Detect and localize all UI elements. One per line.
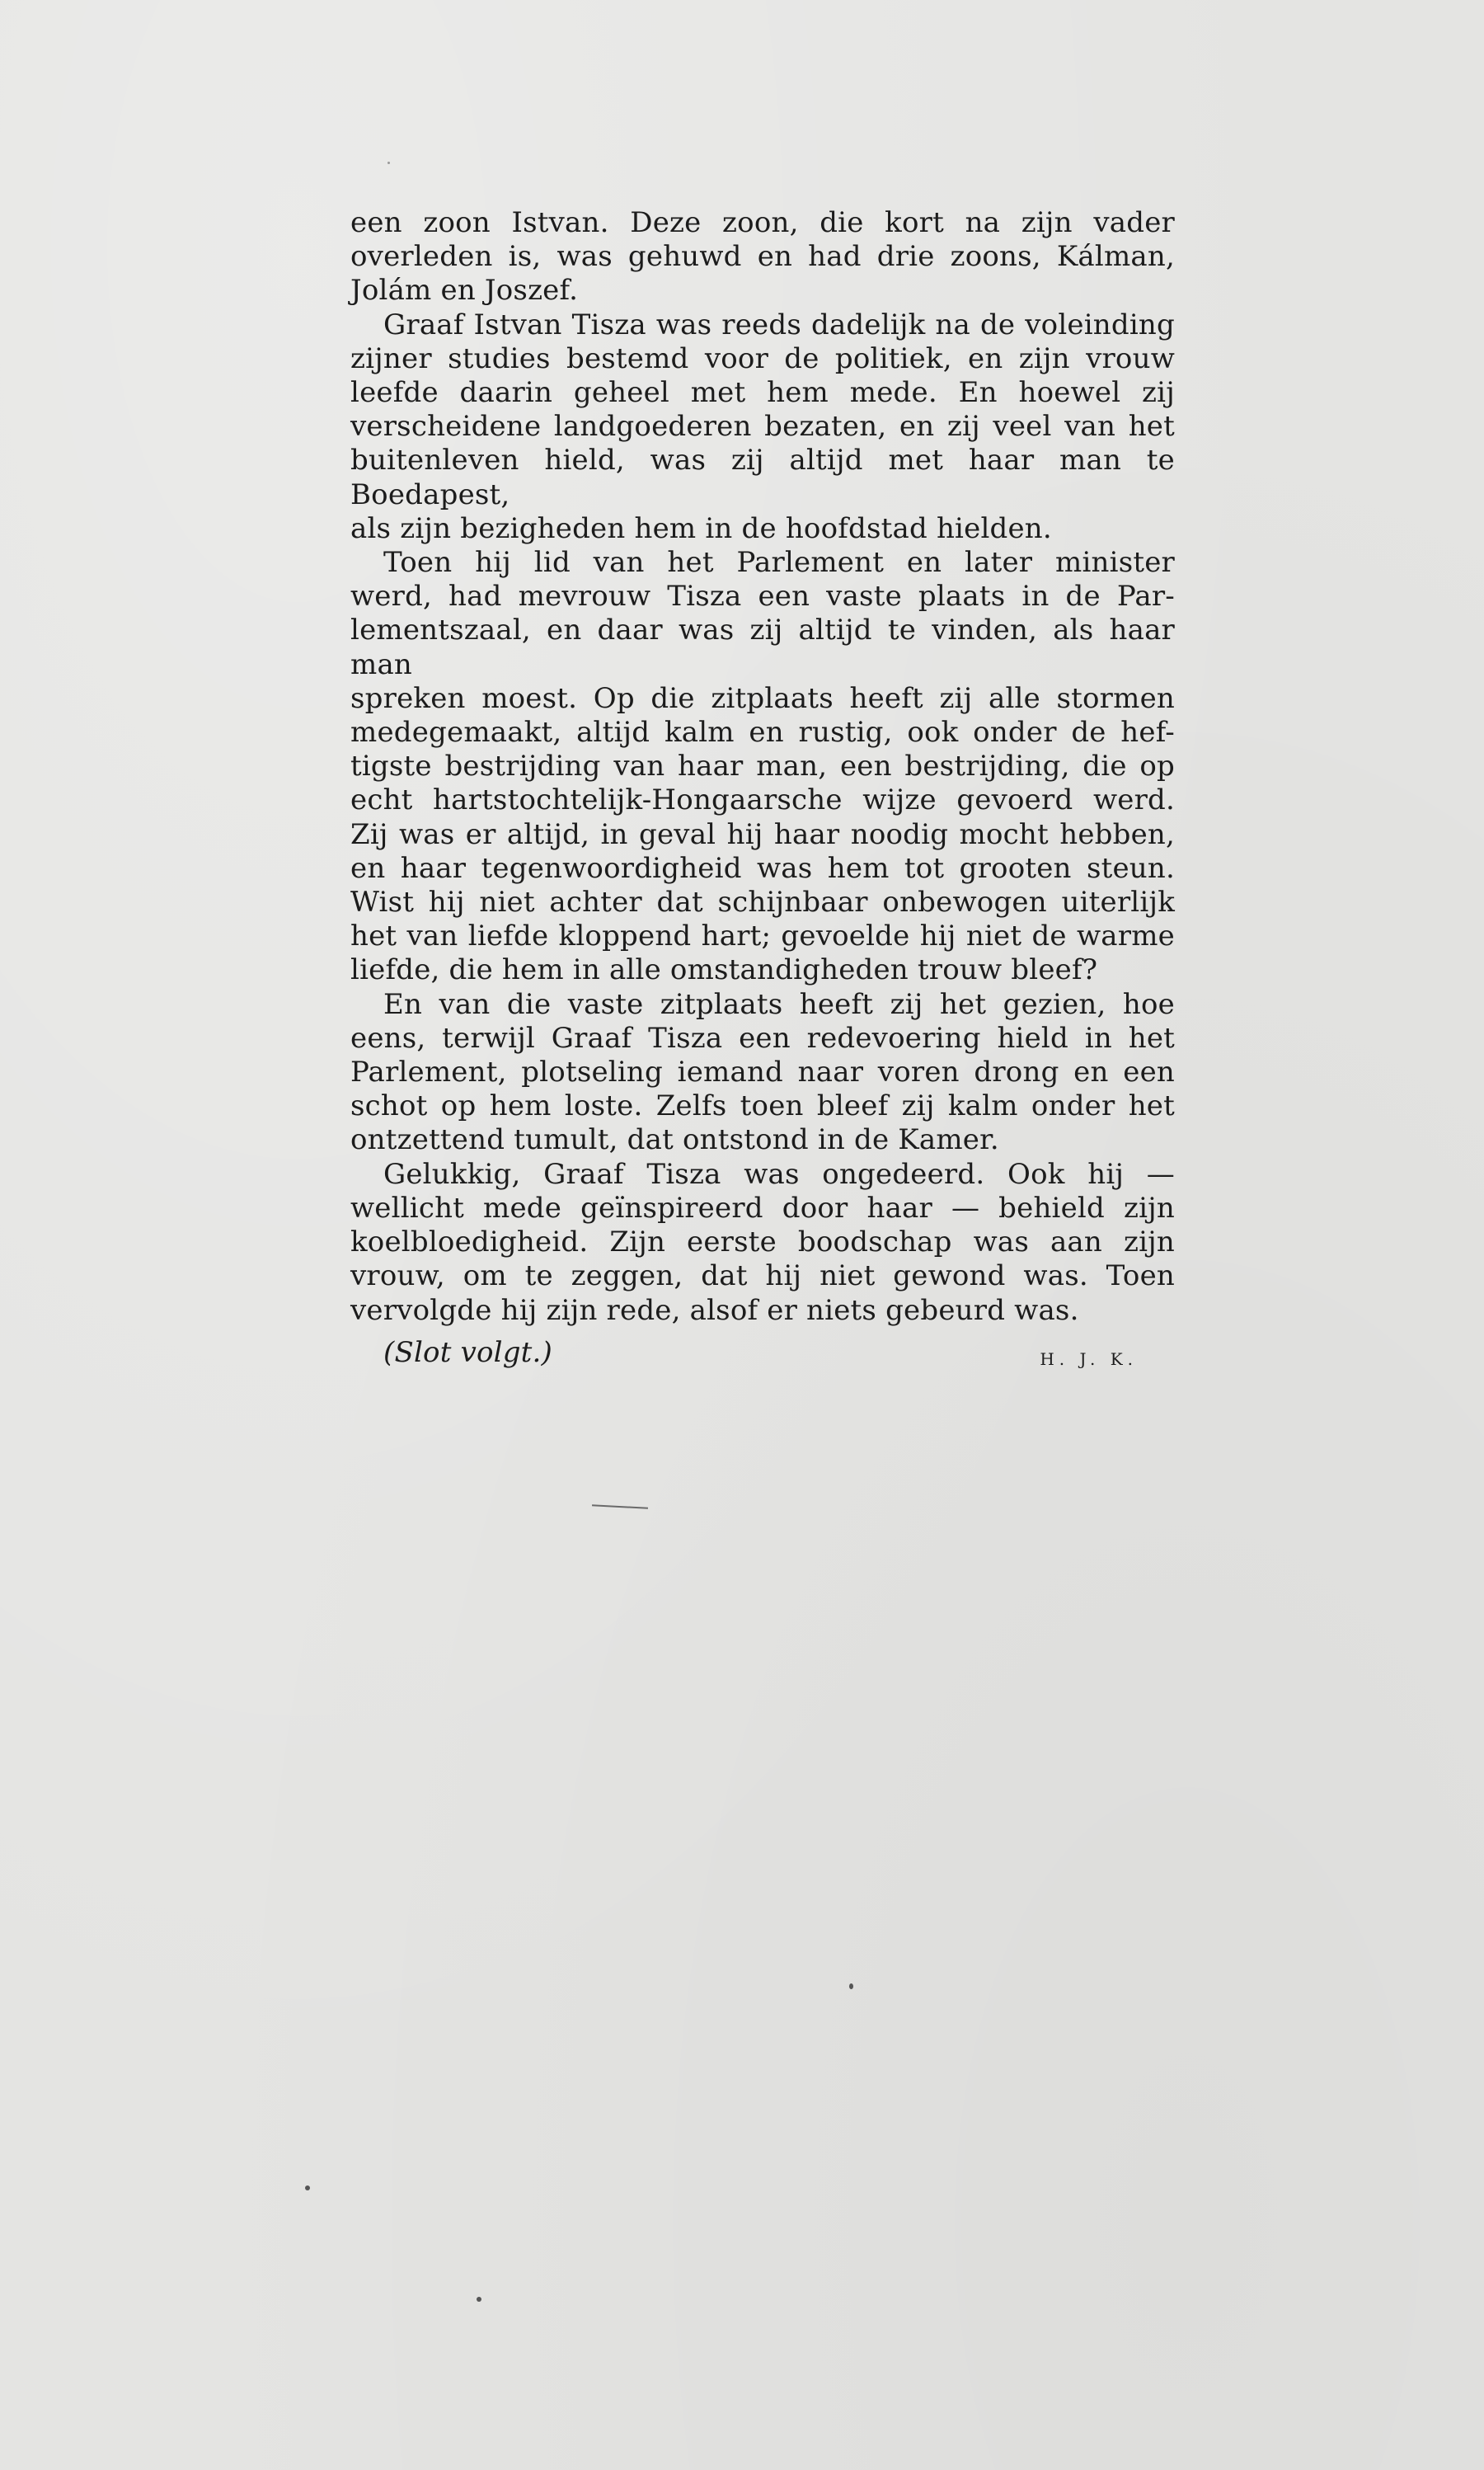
text-line: Zij was er altijd, in geval hij haar noodig mocht hebben, xyxy=(350,817,1175,851)
text-line: Toen hij lid van het Parlement en later minister xyxy=(383,546,1175,580)
text-line: leefde daarin geheel met hem mede. En hoewel zij xyxy=(350,376,1175,410)
text-line: en haar tegenwoordigheid was hem tot grooten steun. xyxy=(350,851,1175,885)
text-line: ontzettend tumult, dat ontstond in de Kamer. xyxy=(350,1123,999,1157)
paragraph-4 xyxy=(350,988,1175,1158)
text-line: zijner studies bestemd voor de politiek, en zijn vrouw xyxy=(350,341,1175,375)
text-line: Jolám en Joszef. xyxy=(350,274,579,308)
text-line: verscheidene landgoederen bezaten, en zij veel van het xyxy=(350,410,1175,444)
text-line: overleden is, was gehuwd en had drie zoons, Kálman, xyxy=(350,240,1175,274)
text-line: Wist hij niet achter dat schijnbaar onbewogen uiterlijk xyxy=(350,886,1175,920)
article-body xyxy=(350,206,1175,1372)
paragraph-1 xyxy=(350,206,1175,308)
dust-speck xyxy=(305,2185,310,2190)
text-line: spreken moest. Op die zitplaats heeft zij alle stormen xyxy=(350,681,1175,715)
signoff xyxy=(350,1336,1175,1372)
text-line: liefde, die hem in alle omstandigheden trouw bleef? xyxy=(350,953,1098,987)
text-line: een zoon Istvan. Deze zoon, die kort na zijn vader xyxy=(350,206,1175,239)
text-line: medegemaakt, altijd kalm en rustig, ook onder de hef- xyxy=(350,716,1175,750)
author-initials: H. J. K. xyxy=(1040,1348,1138,1369)
dust-speck xyxy=(849,1983,853,1989)
dust-speck xyxy=(477,2297,481,2302)
text-line: vervolgde hij zijn rede, alsof er niets gebeurd was. xyxy=(350,1293,1079,1327)
paragraph-2 xyxy=(350,308,1175,546)
text-line: eens, terwijl Graaf Tisza een redevoering hield in het xyxy=(350,1021,1175,1055)
text-line: Graaf Istvan Tisza was reeds dadelijk na de voleinding xyxy=(383,308,1175,341)
text-line: als zijn bezigheden hem in de hoofdstad hielden. xyxy=(350,511,1052,545)
text-line: vrouw, om te zeggen, dat hij niet gewond was. Toen xyxy=(350,1259,1175,1293)
text-line: buitenleven hield, was zij altijd met haar man te Boedapest, xyxy=(350,444,1175,511)
paragraph-3 xyxy=(350,546,1175,988)
text-line: En van die vaste zitplaats heeft zij het gezien, hoe xyxy=(383,987,1175,1021)
text-line: tigste bestrijding van haar man, een bestrijding, die op xyxy=(350,750,1175,783)
text-line: Parlement, plotseling iemand naar voren drong en een xyxy=(350,1056,1175,1089)
text-line: werd, had mevrouw Tisza een vaste plaats in de Par- xyxy=(350,580,1175,614)
text-line: wellicht mede geïnspireerd door haar — behield zijn xyxy=(350,1191,1175,1225)
text-line: echt hartstochtelijk-Hongaarsche wijze gevoerd werd. xyxy=(350,783,1175,817)
paragraph-5 xyxy=(350,1158,1175,1328)
stray-mark xyxy=(592,1504,648,1509)
text-line: het van liefde kloppend hart; gevoelde hij niet de warme xyxy=(350,920,1175,953)
continuation-note: (Slot volgt.) xyxy=(383,1335,553,1369)
dust-speck xyxy=(387,162,390,164)
text-line: koelbloedigheid. Zijn eerste boodschap was aan zijn xyxy=(350,1226,1175,1259)
text-line: schot op hem loste. Zelfs toen bleef zij kalm onder het xyxy=(350,1089,1175,1123)
text-line: lementszaal, en daar was zij altijd te vinden, als haar man xyxy=(350,614,1175,681)
text-line: Gelukkig, Graaf Tisza was ongedeerd. Ook hij — xyxy=(383,1157,1175,1191)
